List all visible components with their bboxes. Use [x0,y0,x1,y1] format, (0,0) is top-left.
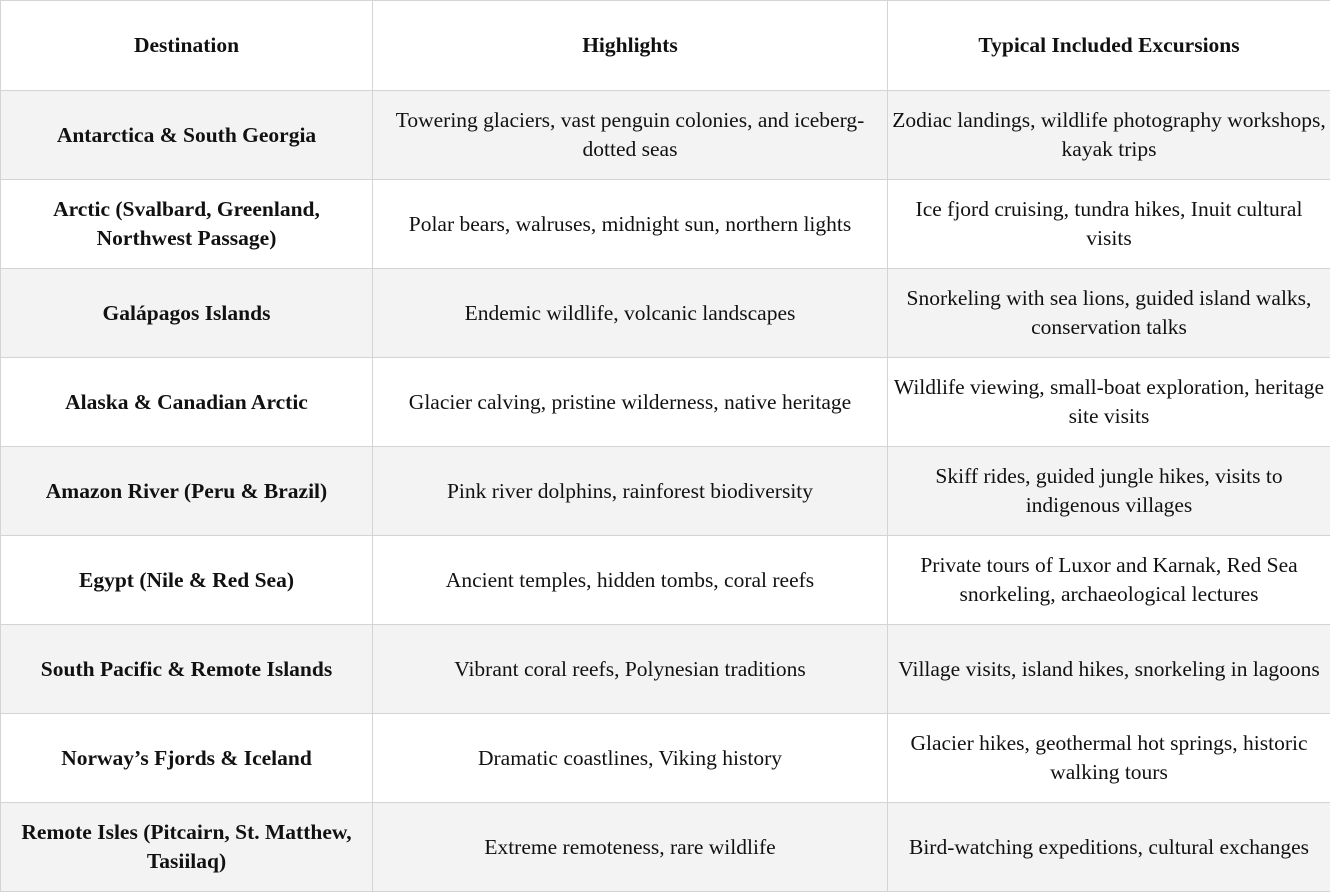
highlights-cell: Endemic wildlife, volcanic landscapes [373,269,888,358]
excursions-cell: Village visits, island hikes, snorkeling in lagoons [888,625,1330,714]
highlights-cell: Vibrant coral reefs, Polynesian traditions [373,625,888,714]
destination-cell: South Pacific & Remote Islands [1,625,373,714]
excursions-cell: Wildlife viewing, small-boat exploration, heritage site visits [888,358,1330,447]
table-row [1,180,1330,269]
header-highlights: Highlights [373,1,888,91]
destination-cell: Antarctica & South Georgia [1,91,373,180]
excursions-cell: Bird-watching expeditions, cultural exchanges [888,803,1330,892]
table-row [1,536,1330,625]
header-row [1,1,1330,91]
excursions-cell: Ice fjord cruising, tundra hikes, Inuit cultural visits [888,180,1330,269]
highlights-cell: Glacier calving, pristine wilderness, native heritage [373,358,888,447]
highlights-cell: Dramatic coastlines, Viking history [373,714,888,803]
table-row [1,803,1330,892]
table-row [1,358,1330,447]
highlights-cell: Polar bears, walruses, midnight sun, northern lights [373,180,888,269]
header-destination: Destination [1,1,373,91]
table-row [1,447,1330,536]
table-row [1,625,1330,714]
excursions-cell: Glacier hikes, geothermal hot springs, historic walking tours [888,714,1330,803]
highlights-cell: Pink river dolphins, rainforest biodiversity [373,447,888,536]
destination-cell: Egypt (Nile & Red Sea) [1,536,373,625]
destination-cell: Amazon River (Peru & Brazil) [1,447,373,536]
excursions-cell: Skiff rides, guided jungle hikes, visits to indigenous villages [888,447,1330,536]
destination-cell: Galápagos Islands [1,269,373,358]
table-body [1,91,1330,892]
table-row [1,91,1330,180]
excursions-cell: Snorkeling with sea lions, guided island walks, conservation talks [888,269,1330,358]
excursions-cell: Private tours of Luxor and Karnak, Red Sea snorkeling, archaeological lectures [888,536,1330,625]
table-row [1,269,1330,358]
header-excursions: Typical Included Excursions [888,1,1330,91]
highlights-cell: Extreme remoteness, rare wildlife [373,803,888,892]
excursions-cell: Zodiac landings, wildlife photography workshops, kayak trips [888,91,1330,180]
destination-cell: Arctic (Svalbard, Greenland, Northwest Passage) [1,180,373,269]
table-row [1,714,1330,803]
destination-cell: Remote Isles (Pitcairn, St. Matthew, Tasiilaq) [1,803,373,892]
highlights-cell: Ancient temples, hidden tombs, coral reefs [373,536,888,625]
table-header [1,1,1330,91]
destination-cell: Alaska & Canadian Arctic [1,358,373,447]
highlights-cell: Towering glaciers, vast penguin colonies, and iceberg-dotted seas [373,91,888,180]
destination-cell: Norway’s Fjords & Iceland [1,714,373,803]
